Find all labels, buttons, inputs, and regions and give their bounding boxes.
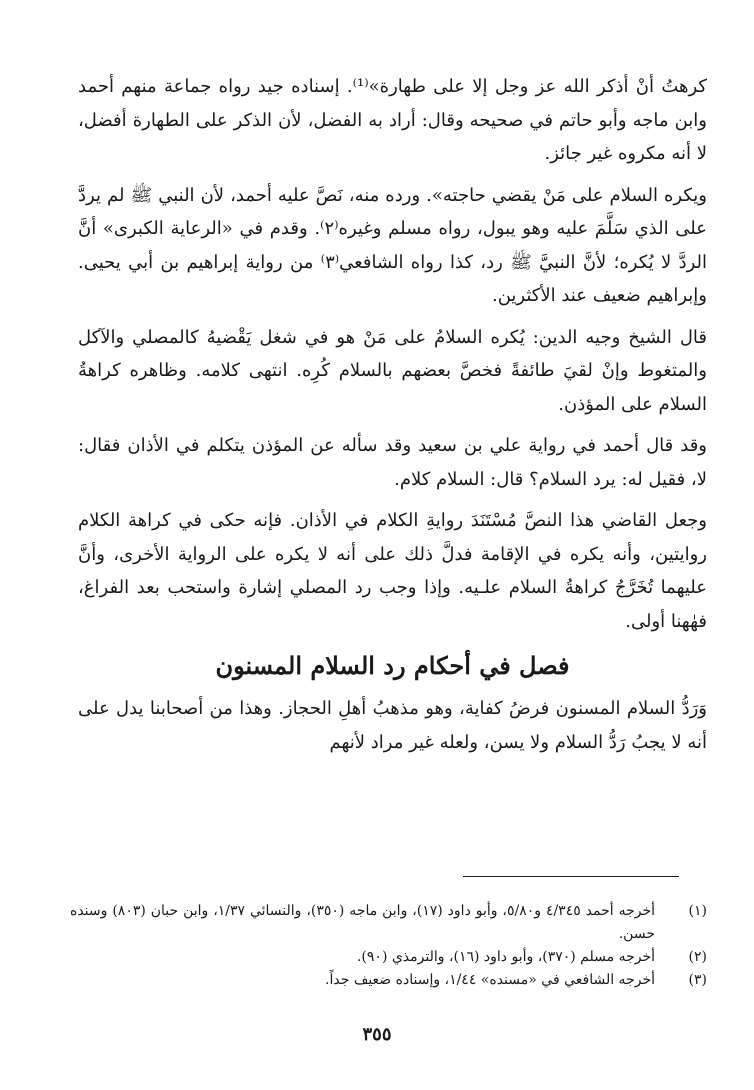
page-number: ٣٥٥: [362, 1024, 392, 1045]
body-paragraph: كرهتُ أنْ أذكر الله عز وجل إلا على طهارة»⁽¹⁾. إسناده جيد رواه جماعة منهم أحمد وابن ماجه وأبو حاتم في صحيحه وقال: أراد به الفضل، لأن الذكر على الطهارة أفضل، لا أنه مكروه غير جائز.: [78, 76, 708, 164]
body-paragraph: ويكره السلام على مَنْ يقضي حاجته». ورده منه، نَصَّ عليه أحمد، لأن النبي ﷺ لم يردَّ على الذي سَلَّمَ عليه وهو يبول، رواه مسلم وغيره⁽٢⁾. وقدم في «الرعاية الكبرى» أنَّ الردَّ لا يُكره؛ لأنَّ النبيَّ ﷺ رد، كذا رواه الشافعي⁽٣⁾ من رواية إبراهيم بن أبي يحيى. وإبراهيم ضعيف عند الأكثرين.: [78, 184, 708, 306]
footnote-number: (١): [688, 903, 707, 919]
footnote-text: أخرجه الشافعي في «مسنده» ١/٤٤، وإسناده ضعيف جداً.: [325, 972, 655, 988]
footnotes: [70, 900, 707, 992]
body-paragraph: قال الشيخ وجيه الدين: يُكره السلامُ على مَنْ هو في شغل يَقْضيهُ كالمصلي والآكل والمتغوط وإنْ لقيَ طائفةً فخصَّ بعضهم بالسلام كُرِه. انتهى كلامه. وظاهره كراهةُ السلام على المؤذن.: [78, 326, 707, 415]
footnote-text: أخرجه مسلم (٣٧٠)، وأبو داود (١٦)، والترمذي (٩٠).: [356, 949, 655, 965]
footnote: [70, 969, 707, 992]
body-paragraph: وجعل القاضي هذا النصَّ مُسْتَنَدَ روايةِ الكلام في الأذان. فإنه حكى في كراهة الكلام روايتين، وأنه يكره في الإقامة فدلَّ ذلك على أنه لا يكره على الرواية الأخرى، وأنَّ عليهما تُخَرَّجُ كراهةُ السلام علـيه. وإذا وجب رد المصلي إشارة واستحب بعد الفراغ، فهٰهنا أولى.: [78, 510, 707, 632]
body-paragraph: وقد قال أحمد في رواية علي بن سعيد وقد سأله عن المؤذن يتكلم في الأذان فقال: لا، فقيل له: يرد السلام؟ قال: السلام كلام.: [78, 435, 707, 490]
footnote-number: (٢): [688, 949, 707, 965]
footnote: [70, 946, 707, 969]
section-paragraph: وَرَدُّ السلام المسنون فرضُ كفاية، وهو مذهبُ أهلِ الحجاز. وهذا من أصحابنا يدل على أنه لا يجبُ رَدُّ السلام ولا يسن، ولعله غير مراد لأنهم: [78, 698, 707, 753]
footnote-number: (٣): [688, 972, 707, 988]
footnote: [70, 900, 707, 946]
footnote-text: أخرجه أحمد ٤/٣٤٥ و٥/٨٠، وأبو داود (١٧)، وابن ماجه (٣٥٠)، والنسائي ١/٣٧، وابن حبان (٨٠٣) وسنده حسن.: [70, 903, 656, 942]
footnote-divider: [463, 876, 679, 877]
section-heading: فصل في أحكام رد السلام المسنون: [215, 651, 570, 680]
